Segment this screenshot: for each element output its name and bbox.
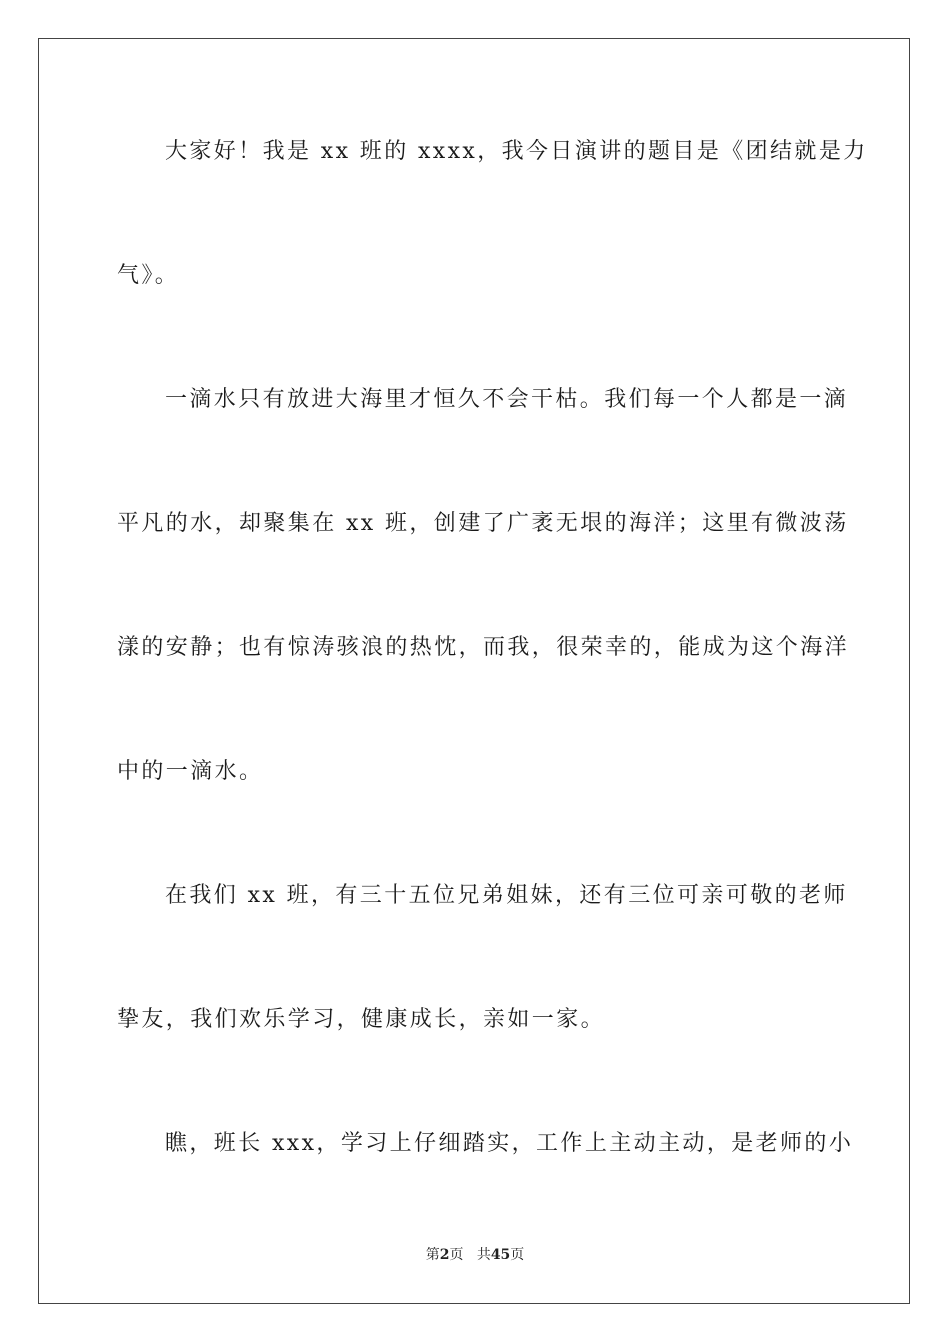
text-line: 瞧，班长 xxx，学习上仔细踏实，工作上主动主动，是老师的小: [165, 1131, 854, 1156]
text-line: 在我们 xx 班，有三十五位兄弟姐妹，还有三位可亲可敬的老师: [165, 883, 848, 908]
text-line: 平凡的水，却聚集在 xx 班，创建了广袤无垠的海洋；这里有微波荡: [117, 511, 849, 536]
footer-total-prefix: 共: [476, 1247, 491, 1263]
text-line: 挚友，我们欢乐学习，健康成长，亲如一家。: [117, 1007, 606, 1032]
footer-page-prefix: 第: [425, 1247, 440, 1263]
text-line: 气》。: [117, 263, 180, 288]
page-border: [38, 38, 910, 1304]
text-line: 中的一滴水。: [117, 759, 264, 784]
footer-total-pages: 45: [490, 1247, 511, 1263]
footer-page-number: 2: [439, 1247, 450, 1263]
footer-total-unit: 页: [510, 1247, 525, 1263]
footer-page-unit: 页: [449, 1247, 464, 1263]
text-line: 漾的安静；也有惊涛骇浪的热忱，而我，很荣幸的，能成为这个海洋: [117, 635, 850, 660]
page-footer: [0, 1246, 950, 1264]
text-line: 一滴水只有放进大海里才恒久不会干枯。我们每一个人都是一滴: [165, 387, 849, 412]
text-line: 大家好！我是 xx 班的 xxxx，我今日演讲的题目是《团结就是力: [165, 139, 868, 164]
